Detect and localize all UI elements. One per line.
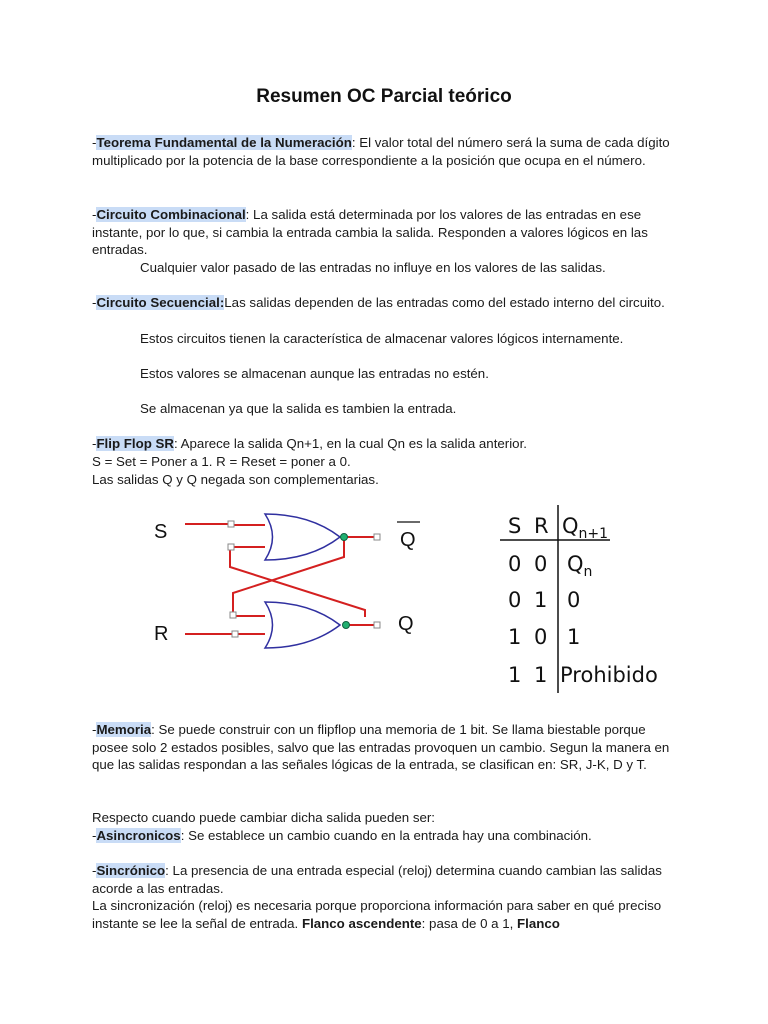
row4-s: 1 xyxy=(508,663,522,687)
nor-gate-upper xyxy=(265,514,340,560)
row1-q: $Q_n$ xyxy=(567,552,593,580)
nor-gate-lower xyxy=(265,602,340,648)
paragraph-secuencial: -Circuito Secuencial:Las salidas dependen de las entradas como del estado interno del circuito. xyxy=(92,295,665,310)
truth-table xyxy=(490,505,665,695)
row4-r: 1 xyxy=(534,663,548,687)
sr-latch-diagram xyxy=(140,500,440,680)
pin-s xyxy=(228,521,234,527)
pin-qbar xyxy=(374,534,380,540)
indent-secuencial-1: Estos circuitos tienen la característica de almacenar valores lógicos internamente. xyxy=(140,331,624,346)
label-qbar: Q xyxy=(400,529,416,551)
term-flanco-ascendente: Flanco ascendente xyxy=(301,915,422,931)
text-asincronicos: : Se establece un cambio cuando en la entrada hay una combinación. xyxy=(180,828,592,843)
text-flanco-asc-desc: : pasa de 0 a 1, xyxy=(421,915,518,931)
node-upper-output xyxy=(341,534,348,541)
paragraph-sincronico: -Sincrónico: La presencia de una entrada especial (reloj) determina cuando cambian las salidas acorde a las entradas. xyxy=(92,863,662,896)
pin-lower-fb xyxy=(230,612,236,618)
indent-secuencial-2: Estos valores se almacenan aunque las entradas no estén. xyxy=(140,366,489,381)
header-q: $Q_{n+1}$ xyxy=(562,514,609,542)
wire-s-input xyxy=(185,524,265,525)
text-secuencial: Las salidas dependen de las entradas como del estado interno del circuito. xyxy=(224,295,665,310)
paragraph-memoria: -Memoria: Se puede construir con un flipflop una memoria de 1 bit. Se llama biestable porque posee solo 2 estados posibles, salvo que las entradas provoquen un cambio. Segun la manera en que las salidas respondan a las señales lógicas de la entrada, se clasifican en: SR, J-K, D y T. xyxy=(92,722,670,772)
label-s: S xyxy=(154,521,168,543)
row2-r: 1 xyxy=(534,588,548,612)
pin-q xyxy=(374,622,380,628)
text-combinacional: : La salida está determinada por los valores de las entradas en ese instante, por lo que, si cambia la entrada cambia la salida. Responden a valores lógicos en las entradas. xyxy=(92,207,648,257)
paragraph-combinacional: -Circuito Combinacional: La salida está determinada por los valores de las entradas en ese instante, por lo que, si cambia la entrada cambia la salida. Responden a valores lógicos en las entradas. xyxy=(92,207,648,257)
term-teorema: Teorema Fundamental de la Numeración xyxy=(96,135,352,150)
term-flanco: Flanco xyxy=(517,915,560,931)
paragraph-teorema: -Teorema Fundamental de la Numeración: El valor total del número será la suma de cada dígito multiplicado por la potencia de la base correspondiente a la posición que ocupa en el número. xyxy=(92,135,670,168)
term-asincronicos: Asincronicos xyxy=(96,828,181,843)
header-s: S xyxy=(508,514,522,538)
term-memoria: Memoria xyxy=(96,722,152,737)
indent-secuencial-3: Se almacenan ya que la salida es tambien la entrada. xyxy=(140,401,457,416)
label-r: R xyxy=(154,623,169,645)
text-sincronizacion: La sincronización (reloj) es necesaria porque proporciona información para saber en qué preciso instante se lee la señal de entrada. xyxy=(92,898,662,931)
label-q: Q xyxy=(398,613,414,635)
row1-r: 0 xyxy=(534,552,548,576)
row3-r: 0 xyxy=(534,625,548,649)
text-teorema: : El valor total del número será la suma de cada dígito multiplicado por la potencia de la base correspondiente a la posición que ocupa en el número. xyxy=(92,135,670,168)
row4-q: Prohibido xyxy=(560,663,658,687)
paragraph-flipflop: -Flip Flop SR: Aparece la salida Qn+1, en la cual Qn es la salida anterior. xyxy=(92,436,527,451)
page-title: Resumen OC Parcial teórico xyxy=(256,86,512,107)
header-r: R xyxy=(534,514,549,538)
indent-combinacional: Cualquier valor pasado de las entradas no influye en los valores de las salidas. xyxy=(140,260,606,275)
flipflop-line-2: S = Set = Poner a 1. R = Reset = poner a 0. xyxy=(92,454,351,469)
text-memoria: : Se puede construir con un flipflop una memoria de 1 bit. Se llama biestable porque posee solo 2 estados posibles, salvo que las entradas provoquen un cambio. Segun la manera en que las salidas respondan a las señales lógicas de la entrada, se clasifican en: SR, J-K, D y T. xyxy=(92,722,670,772)
paragraph-respecto: Respecto cuando puede cambiar dicha salida pueden ser: xyxy=(92,810,435,825)
pin-r xyxy=(232,631,238,637)
row3-q: 1 xyxy=(567,625,581,649)
term-secuencial: Circuito Secuencial: xyxy=(96,295,225,310)
row2-q: 0 xyxy=(567,588,581,612)
text-sincronico: : La presencia de una entrada especial (reloj) determina cuando cambian las salidas acorde a las entradas. xyxy=(92,863,662,896)
paragraph-sincronizacion xyxy=(92,897,682,932)
term-flipflop: Flip Flop SR xyxy=(96,436,174,451)
node-lower-output xyxy=(343,622,350,629)
row1-s: 0 xyxy=(508,552,522,576)
row2-s: 0 xyxy=(508,588,522,612)
paragraph-asincronicos: -Asincronicos: Se establece un cambio cuando en la entrada hay una combinación. xyxy=(92,828,592,843)
flipflop-line-3: Las salidas Q y Q negada son complementarias. xyxy=(92,472,379,487)
row3-s: 1 xyxy=(508,625,522,649)
pin-upper-fb xyxy=(228,544,234,550)
text-flipflop: : Aparece la salida Qn+1, en la cual Qn es la salida anterior. xyxy=(174,436,527,451)
term-sincronico: Sincrónico xyxy=(96,863,166,878)
term-combinacional: Circuito Combinacional xyxy=(96,207,246,222)
